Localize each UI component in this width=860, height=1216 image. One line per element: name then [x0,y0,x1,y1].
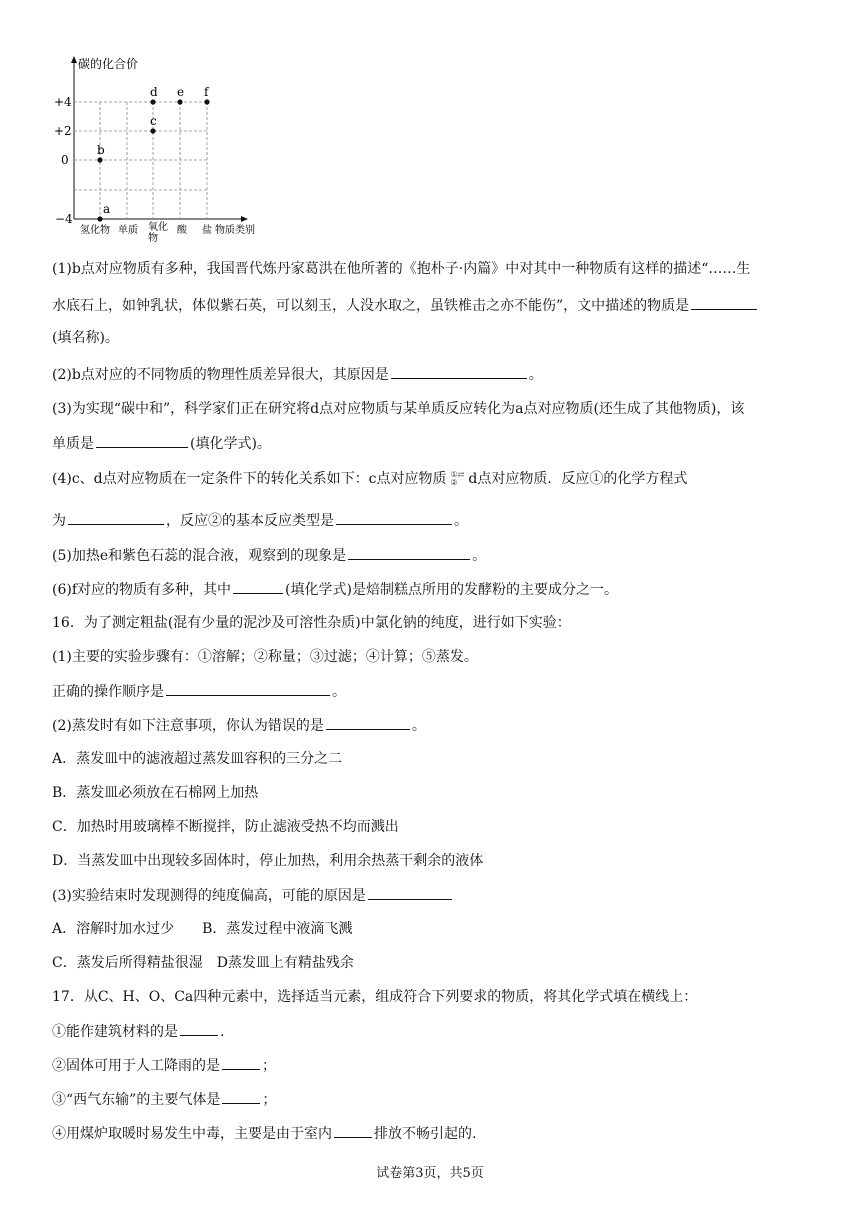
conversion-arrow-icon: ①⇄ ② [450,470,465,487]
q15-part1-line3: (填名称)。 [52,330,119,346]
q15-part1-line1: (1)b点对应物质有多种，我国晋代炼丹家葛洪在他所著的《抱朴子·内篇》中对其中一种物质有这样的描述“……生 [52,261,751,277]
q16-part1-answer: 正确的操作顺序是 。 [52,680,346,703]
q16-part3-options-cd: C．蒸发后所得精盐很湿 D蒸发皿上有精盐残余 [52,955,354,971]
answer-blank[interactable] [336,509,452,525]
answer-blank[interactable] [68,509,164,525]
y-axis-arrow [71,56,77,63]
q15-part3-line2: 单质是 (填化学式)。 [52,432,271,455]
point-label-f: f [204,85,209,99]
answer-blank[interactable] [96,432,188,448]
q16-part1: (1)主要的实验步骤有：①溶解；②称量；③过滤；④计算；⑤蒸发。 [52,649,478,665]
answer-blank[interactable] [326,714,410,730]
x-axis-title: 物质类别 [215,225,255,236]
point-label-a: a [103,202,111,216]
point-e [177,99,182,104]
q17-item3: ③“西气东输”的主要气体是 ； [52,1088,276,1111]
q15-part4-line2: 为 ，反应②的基本反应类型是 。 [52,509,468,532]
q16-option-b: B．蒸发皿必须放在石棉网上加热 [52,785,259,801]
q15-part2: (2)b点对应的不同物质的物理性质差异很大，其原因是 。 [52,363,543,386]
q17-stem: 17．从C、H、O、Ca四种元素中，选择适当元素，组成符合下列要求的物质，将其化学式填在横线上： [52,989,698,1005]
answer-blank[interactable] [348,544,470,560]
answer-blank[interactable] [166,680,330,696]
y-tick-label: +2 [54,124,72,138]
q16-option-d: D．当蒸发皿中出现较多固体时，停止加热，利用余热蒸干剩余的液体 [52,853,484,869]
point-d [150,99,155,104]
q17-item4: ④用煤炉取暖时易发生中毒，主要是由于室内 排放不畅引起的. [52,1122,476,1145]
x-tick-label: 物 [148,233,158,242]
q16-stem: 16．为了测定粗盐(混有少量的泥沙及可溶性杂质)中氯化钠的纯度，进行如下实验： [52,615,571,631]
point-label-d: d [150,85,158,99]
point-a [97,216,102,221]
x-axis-arrow [241,216,248,222]
x-tick-label: 氢化物 [80,225,110,236]
chart-points [97,85,210,222]
answer-blank[interactable] [334,1122,372,1138]
q17-item1: ①能作建筑材料的是 . [52,1020,224,1043]
answer-blank[interactable] [222,1054,260,1070]
answer-blank[interactable] [233,578,283,594]
point-label-e: e [177,85,185,99]
answer-blank[interactable] [222,1088,260,1104]
y-axis-title: 碳的化合价 [78,57,139,71]
answer-blank[interactable] [180,1020,218,1036]
y-tick-label: 0 [61,153,69,167]
chart-axes [74,60,244,219]
answer-blank[interactable] [691,294,757,310]
q16-option-c: C．加热时用玻璃棒不断搅拌，防止滤液受热不均而溅出 [52,819,399,835]
point-label-b: b [97,143,105,157]
q15-part1-line2: 水底石上，如钟乳状，体似紫石英，可以刻玉，人没水取之，虽铁椎击之亦不能伤”，文中描述的物质是 [52,294,759,317]
point-c [150,128,155,133]
valence-chart [52,52,282,242]
answer-blank[interactable] [368,884,452,900]
x-tick-label: 氧化 [148,222,168,233]
x-tick-label: 盐 [202,225,212,236]
q16-part3-options-ab: A．溶解时加水过少 B．蒸发过程中液滴飞溅 [52,921,353,937]
x-tick-label: 单质 [118,225,138,236]
q15-part5: (5)加热e和紫色石蕊的混合液，观察到的现象是 。 [52,544,486,567]
point-b [97,157,102,162]
q17-item2: ②固体可用于人工降雨的是 ； [52,1054,276,1077]
q16-option-a: A．蒸发皿中的滤液超过蒸发皿容积的三分之二 [52,751,343,767]
y-tick-label: +4 [54,95,72,109]
q15-part6: (6)f对应的物质有多种，其中 (填化学式)是焙制糕点所用的发酵粉的主要成分之一。 [52,578,618,601]
answer-blank[interactable] [391,363,527,379]
q15-part3-line1: (3)为实现“碳中和”，科学家们正在研究将d点对应物质与某单质反应转化为a点对应物质(还生成了其他物质)，该 [52,401,745,417]
x-tick-label: 酸 [177,225,187,236]
q15-part4-line1: (4)c、d点对应物质在一定条件下的转化关系如下：c点对应物质 ①⇄ ② d点对应物质．反应①的化学方程式 [52,470,688,487]
point-f [204,99,209,104]
chart-grid [74,102,207,219]
q16-part2: (2)蒸发时有如下注意事项，你认为错误的是 。 [52,714,426,737]
point-label-c: c [150,114,157,128]
y-tick-label: −4 [55,212,73,226]
page-footer: 试卷第3页，共5页 [376,1166,484,1181]
q16-part3: (3)实验结束时发现测得的纯度偏高，可能的原因是 [52,884,454,907]
